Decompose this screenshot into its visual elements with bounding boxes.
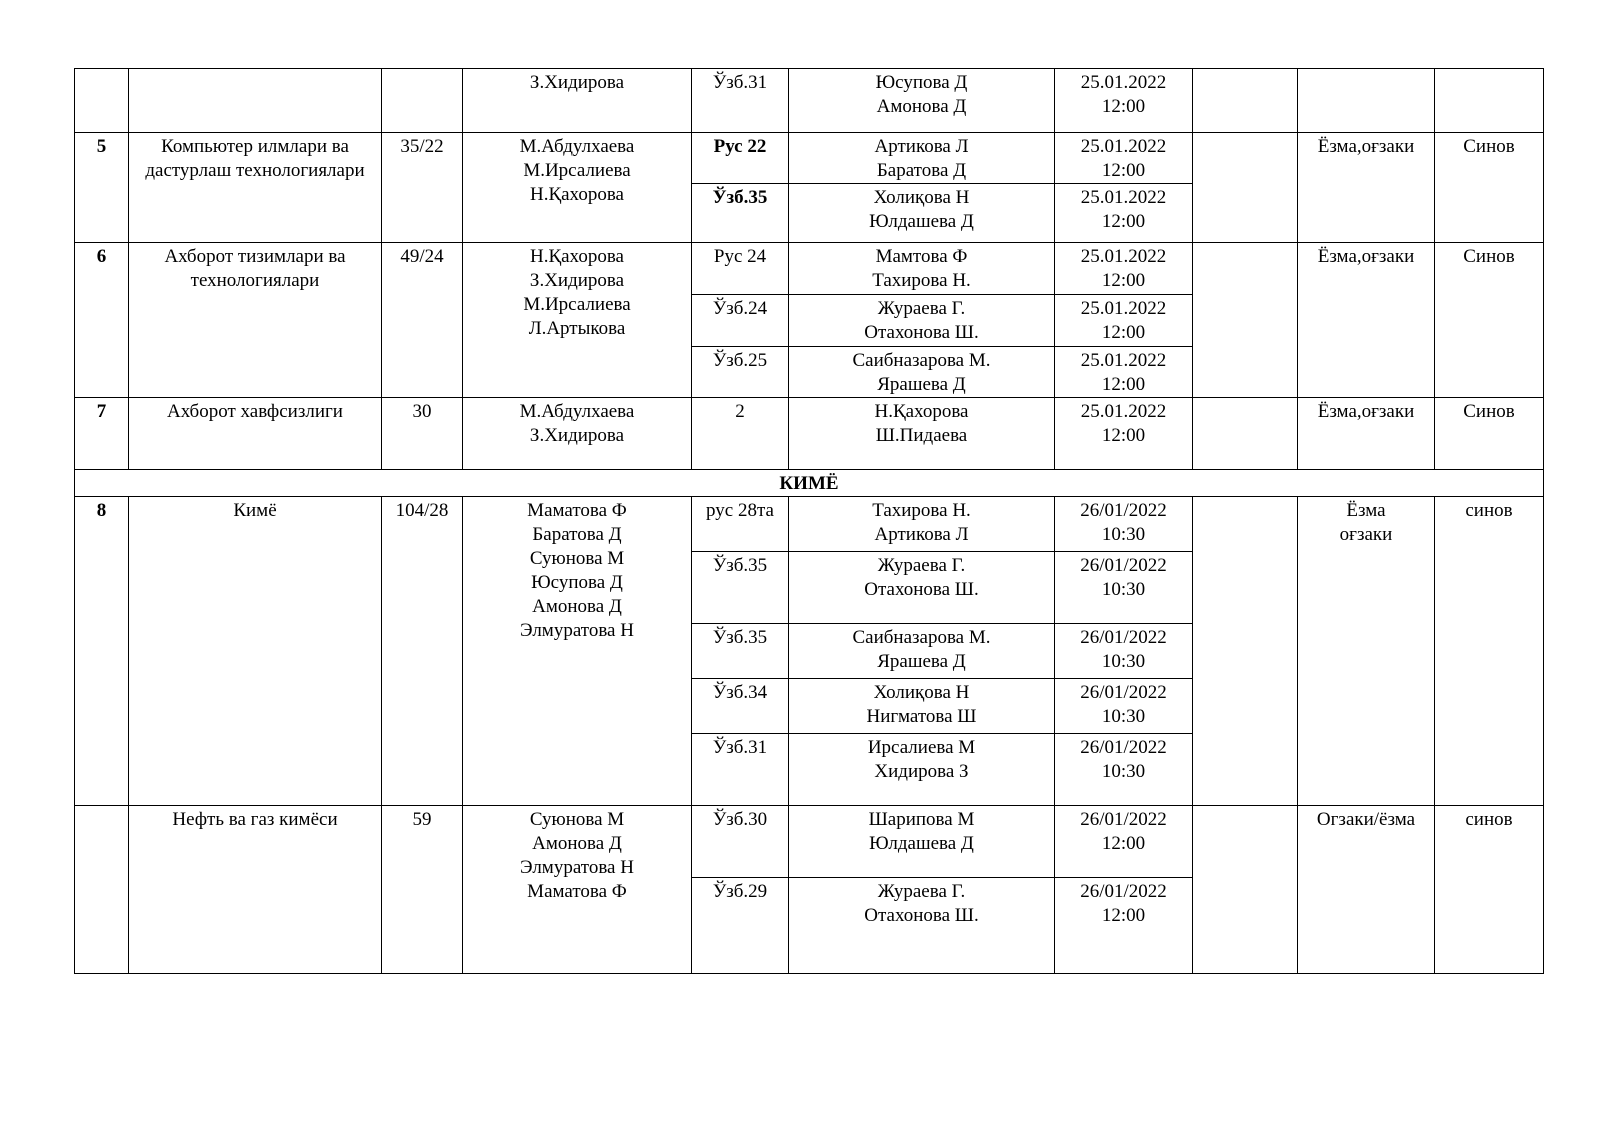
teacher-name: М.Ирсалиева xyxy=(523,160,631,181)
group-cell: Рус 24 xyxy=(692,243,789,295)
exam-date: 26/01/2022 xyxy=(1080,627,1167,648)
teacher-name: Амонова Д xyxy=(532,596,622,617)
empty-cell xyxy=(1193,243,1298,398)
examiner-name: Хидирова З xyxy=(874,761,969,782)
teacher-name: Маматова Ф xyxy=(527,500,627,521)
subject-cell xyxy=(129,243,382,398)
exam-time: 10:30 xyxy=(1101,651,1146,672)
row-number-cell: 8 xyxy=(75,497,129,806)
exam-time: 12:00 xyxy=(1101,160,1146,181)
teacher-name: Элмуратова Н xyxy=(520,857,634,878)
examiner-name: Саибназарова М. xyxy=(852,350,991,371)
teachers-cell xyxy=(463,133,692,243)
examiner-name: Отахонова Ш. xyxy=(864,579,979,600)
type-cell: Синов xyxy=(1435,133,1544,243)
subject-cell xyxy=(129,69,382,133)
examiners-cell xyxy=(789,624,1055,679)
type-cell: Синов xyxy=(1435,398,1544,470)
teacher-name: З.Хидирова xyxy=(529,425,625,446)
section-title: КИМЁ xyxy=(75,470,1544,497)
datetime-cell xyxy=(1055,69,1193,133)
exam-date: 26/01/2022 xyxy=(1080,555,1167,576)
examiner-name: Жураева Г. xyxy=(877,555,966,576)
form-cell xyxy=(1298,497,1435,806)
row-number-cell xyxy=(75,69,129,133)
examiner-name: Амонова Д xyxy=(876,96,967,117)
examiners-cell xyxy=(789,69,1055,133)
exam-time: 12:00 xyxy=(1101,270,1146,291)
subject-name: Ахборот тизимлари ва технологиялари xyxy=(164,246,346,291)
subject-cell xyxy=(129,133,382,243)
form-cell: Ёзма,оғзаки xyxy=(1298,133,1435,243)
teacher-name: Н.Қахорова xyxy=(529,184,624,205)
exam-date: 25.01.2022 xyxy=(1080,187,1167,208)
exam-date: 26/01/2022 xyxy=(1080,809,1167,830)
exam-date: 26/01/2022 xyxy=(1080,881,1167,902)
examiner-name: Отахонова Ш. xyxy=(864,322,979,343)
table-row xyxy=(75,806,1544,878)
examiner-name: Отахонова Ш. xyxy=(864,905,979,926)
examiner-name: Ш.Пидаева xyxy=(875,425,968,446)
teacher-name: Л.Артыкова xyxy=(528,318,626,339)
examiner-name: Артикова Л xyxy=(874,524,969,545)
examiners-cell xyxy=(789,679,1055,734)
exam-time: 12:00 xyxy=(1101,905,1146,926)
row-number-cell: 7 xyxy=(75,398,129,470)
group-cell: Ўзб.35 xyxy=(692,624,789,679)
teacher-name: Суюнова М xyxy=(529,548,625,569)
exam-time: 12:00 xyxy=(1101,374,1146,395)
section-header-row xyxy=(75,470,1544,497)
type-cell: Синов xyxy=(1435,243,1544,398)
examiners-cell xyxy=(789,184,1055,243)
datetime-cell xyxy=(1055,679,1193,734)
form-cell: Ёзма,оғзаки xyxy=(1298,243,1435,398)
teacher-name: Суюнова М xyxy=(529,809,625,830)
datetime-cell xyxy=(1055,734,1193,806)
group-cell: Рус 22 xyxy=(692,133,789,184)
group-cell: рус 28та xyxy=(692,497,789,552)
students-cell: 30 xyxy=(382,398,463,470)
datetime-cell xyxy=(1055,243,1193,295)
row-number-cell xyxy=(75,806,129,974)
subject-cell: Кимё xyxy=(129,497,382,806)
exam-time: 10:30 xyxy=(1101,706,1146,727)
teacher-name: М.Ирсалиева xyxy=(523,294,631,315)
examiner-name: Мамтова Ф xyxy=(875,246,968,267)
examiners-cell xyxy=(789,398,1055,470)
teacher-name: Юсупова Д xyxy=(531,572,623,593)
examiner-name: Саибназарова М. xyxy=(852,627,991,648)
teachers-cell xyxy=(463,243,692,398)
exam-time: 10:30 xyxy=(1101,761,1146,782)
group-cell: Ўзб.31 xyxy=(692,69,789,133)
teacher-name: З.Хидирова xyxy=(529,270,625,291)
form-oral: оғзаки xyxy=(1339,524,1393,545)
datetime-cell xyxy=(1055,184,1193,243)
teachers-cell xyxy=(463,806,692,974)
exam-time: 12:00 xyxy=(1101,833,1146,854)
students-cell xyxy=(382,69,463,133)
examiners-cell xyxy=(789,497,1055,552)
examiner-name: Ярашева Д xyxy=(877,651,966,672)
examiner-name: Тахирова Н. xyxy=(872,270,971,291)
examiner-name: Юлдашева Д xyxy=(869,833,974,854)
examiners-cell xyxy=(789,878,1055,974)
examiners-cell xyxy=(789,806,1055,878)
group-cell: Ўзб.34 xyxy=(692,679,789,734)
datetime-cell xyxy=(1055,806,1193,878)
teacher-name: М.Абдулхаева xyxy=(519,136,635,157)
examiner-name: Холиқова Н xyxy=(873,187,970,208)
students-cell: 104/28 xyxy=(382,497,463,806)
form-written: Ёзма xyxy=(1346,500,1386,521)
exam-time: 12:00 xyxy=(1101,211,1146,232)
teacher-name: М.Абдулхаева xyxy=(519,401,635,422)
examiner-name: Ярашева Д xyxy=(877,374,966,395)
examiner-name: Артикова Л xyxy=(874,136,969,157)
examiners-cell xyxy=(789,243,1055,295)
examiner-name: Жураева Г. xyxy=(877,881,966,902)
empty-cell xyxy=(1193,497,1298,806)
teacher-name: Маматова Ф xyxy=(527,881,627,902)
exam-time: 12:00 xyxy=(1101,425,1146,446)
datetime-cell xyxy=(1055,347,1193,398)
exam-schedule-table xyxy=(74,68,1544,974)
subject-cell: Ахборот хавфсизлиги xyxy=(129,398,382,470)
exam-time: 12:00 xyxy=(1101,322,1146,343)
exam-time: 12:00 xyxy=(1101,96,1146,117)
examiners-cell xyxy=(789,734,1055,806)
examiner-name: Н.Қахорова xyxy=(874,401,969,422)
group-cell: Ўзб.31 xyxy=(692,734,789,806)
empty-cell xyxy=(1193,398,1298,470)
table-row xyxy=(75,398,1544,470)
form-cell: Огзаки/ёзма xyxy=(1298,806,1435,974)
examiners-cell xyxy=(789,133,1055,184)
exam-date: 25.01.2022 xyxy=(1080,72,1167,93)
empty-cell xyxy=(1193,806,1298,974)
students-cell: 59 xyxy=(382,806,463,974)
students-cell: 49/24 xyxy=(382,243,463,398)
exam-time: 10:30 xyxy=(1101,579,1146,600)
teachers-cell xyxy=(463,69,692,133)
type-cell: синов xyxy=(1435,497,1544,806)
teachers-cell xyxy=(463,497,692,806)
group-cell: 2 xyxy=(692,398,789,470)
teachers-cell xyxy=(463,398,692,470)
exam-date: 26/01/2022 xyxy=(1080,682,1167,703)
exam-date: 26/01/2022 xyxy=(1080,737,1167,758)
examiner-name: Холиқова Н xyxy=(873,682,970,703)
group-cell: Ўзб.35 xyxy=(692,552,789,624)
teacher-name: Амонова Д xyxy=(532,833,622,854)
examiner-name: Баратова Д xyxy=(876,160,967,181)
teacher-name: З.Хидирова xyxy=(529,72,625,93)
examiners-cell xyxy=(789,295,1055,347)
exam-date: 26/01/2022 xyxy=(1080,500,1167,521)
group-cell: Ўзб.29 xyxy=(692,878,789,974)
subject-name: Компьютер илмлари ва дастурлаш технологиялари xyxy=(145,136,365,181)
empty-cell xyxy=(1193,69,1298,133)
teacher-name: Н.Қахорова xyxy=(529,246,624,267)
datetime-cell xyxy=(1055,295,1193,347)
table-row xyxy=(75,497,1544,552)
exam-date: 25.01.2022 xyxy=(1080,401,1167,422)
examiner-name: Шарипова М xyxy=(868,809,975,830)
examiner-name: Юлдашева Д xyxy=(869,211,974,232)
datetime-cell xyxy=(1055,398,1193,470)
teacher-name: Баратова Д xyxy=(532,524,622,545)
examiner-name: Жураева Г. xyxy=(877,298,966,319)
form-cell xyxy=(1298,69,1435,133)
examiner-name: Нигматова Ш xyxy=(866,706,977,727)
exam-time: 10:30 xyxy=(1101,524,1146,545)
table-row xyxy=(75,133,1544,184)
examiner-name: Ирсалиева М xyxy=(867,737,976,758)
examiners-cell xyxy=(789,347,1055,398)
exam-date: 25.01.2022 xyxy=(1080,136,1167,157)
exam-date: 25.01.2022 xyxy=(1080,350,1167,371)
group-cell: Ўзб.35 xyxy=(692,184,789,243)
exam-date: 25.01.2022 xyxy=(1080,298,1167,319)
empty-cell xyxy=(1193,133,1298,243)
type-cell xyxy=(1435,69,1544,133)
datetime-cell xyxy=(1055,878,1193,974)
type-cell: синов xyxy=(1435,806,1544,974)
form-cell: Ёзма,оғзаки xyxy=(1298,398,1435,470)
group-cell: Ўзб.25 xyxy=(692,347,789,398)
examiners-cell xyxy=(789,552,1055,624)
students-cell: 35/22 xyxy=(382,133,463,243)
row-number-cell: 6 xyxy=(75,243,129,398)
group-cell: Ўзб.24 xyxy=(692,295,789,347)
examiner-name: Юсупова Д xyxy=(875,72,968,93)
table-row xyxy=(75,69,1544,133)
exam-date: 25.01.2022 xyxy=(1080,246,1167,267)
subject-cell: Нефть ва газ кимёси xyxy=(129,806,382,974)
datetime-cell xyxy=(1055,552,1193,624)
table-row xyxy=(75,243,1544,295)
datetime-cell xyxy=(1055,497,1193,552)
row-number-cell: 5 xyxy=(75,133,129,243)
group-cell: Ўзб.30 xyxy=(692,806,789,878)
datetime-cell xyxy=(1055,133,1193,184)
teacher-name: Элмуратова Н xyxy=(520,620,634,641)
examiner-name: Тахирова Н. xyxy=(872,500,971,521)
datetime-cell xyxy=(1055,624,1193,679)
